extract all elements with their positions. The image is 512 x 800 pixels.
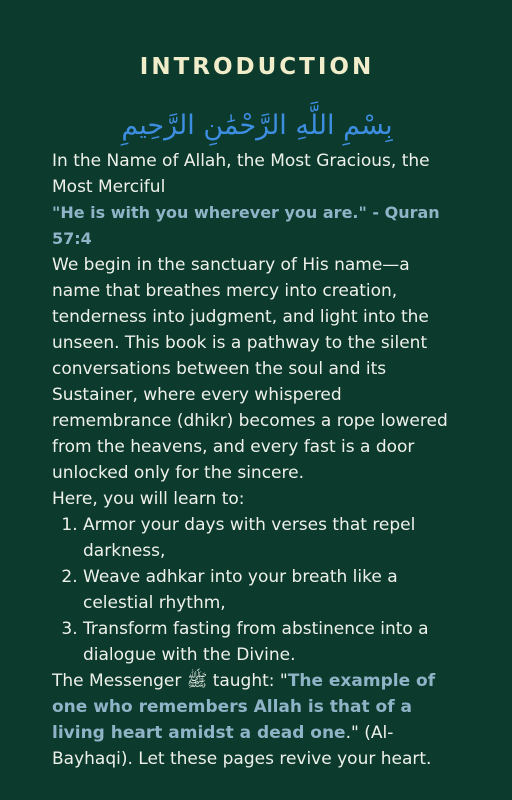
bismillah-translation: In the Name of Allah, the Most Gracious, the Most Merciful — [52, 151, 430, 197]
closing-lead: The Messenger — [52, 671, 187, 691]
closing-after: ." (Al-Bayhaqi). Let these pages revive your heart. — [52, 723, 432, 769]
hadith-text: The example of one who remembers Allah is that of a living heart amidst a dead one — [52, 671, 436, 743]
closing-paragraph — [52, 668, 462, 772]
verse-close-quote: " — [358, 203, 367, 222]
quran-verse — [52, 200, 462, 252]
verse-open-quote: " — [52, 203, 61, 222]
page-title: INTRODUCTION — [139, 54, 375, 80]
bismillah-arabic: بِسْمِ اللَّهِ الرَّحْمَٰنِ الرَّحِيمِ — [121, 110, 393, 141]
list-item: 1. Armor your days with verses that repel darkness, — [83, 512, 462, 564]
verse-text: He is with you wherever you are. — [60, 203, 359, 222]
list-intro: Here, you will learn to: — [52, 489, 245, 509]
list-item: 2. Weave adhkar into your breath like a celestial rhythm, — [83, 564, 462, 616]
verse-reference: - Quran 57:4 — [52, 203, 440, 248]
learning-list — [52, 512, 462, 668]
closing-taught: taught: " — [207, 671, 288, 691]
honorific-glyph: ﷺ — [186, 671, 208, 691]
intro-paragraph: We begin in the sanctuary of His name—a name that breathes mercy into creation, tenderness into judgment, and light into the unseen. This book is a pathway to the silent conversations between the soul and its Sustainer, where every whispered remembrance (dhikr) becomes a rope lowered from the heavens, and every fast is a door unlocked only for the sincere. — [52, 255, 448, 483]
list-item: 3. Transform fasting from abstinence into a dialogue with the Divine. — [83, 616, 462, 668]
introduction-page — [52, 50, 462, 772]
